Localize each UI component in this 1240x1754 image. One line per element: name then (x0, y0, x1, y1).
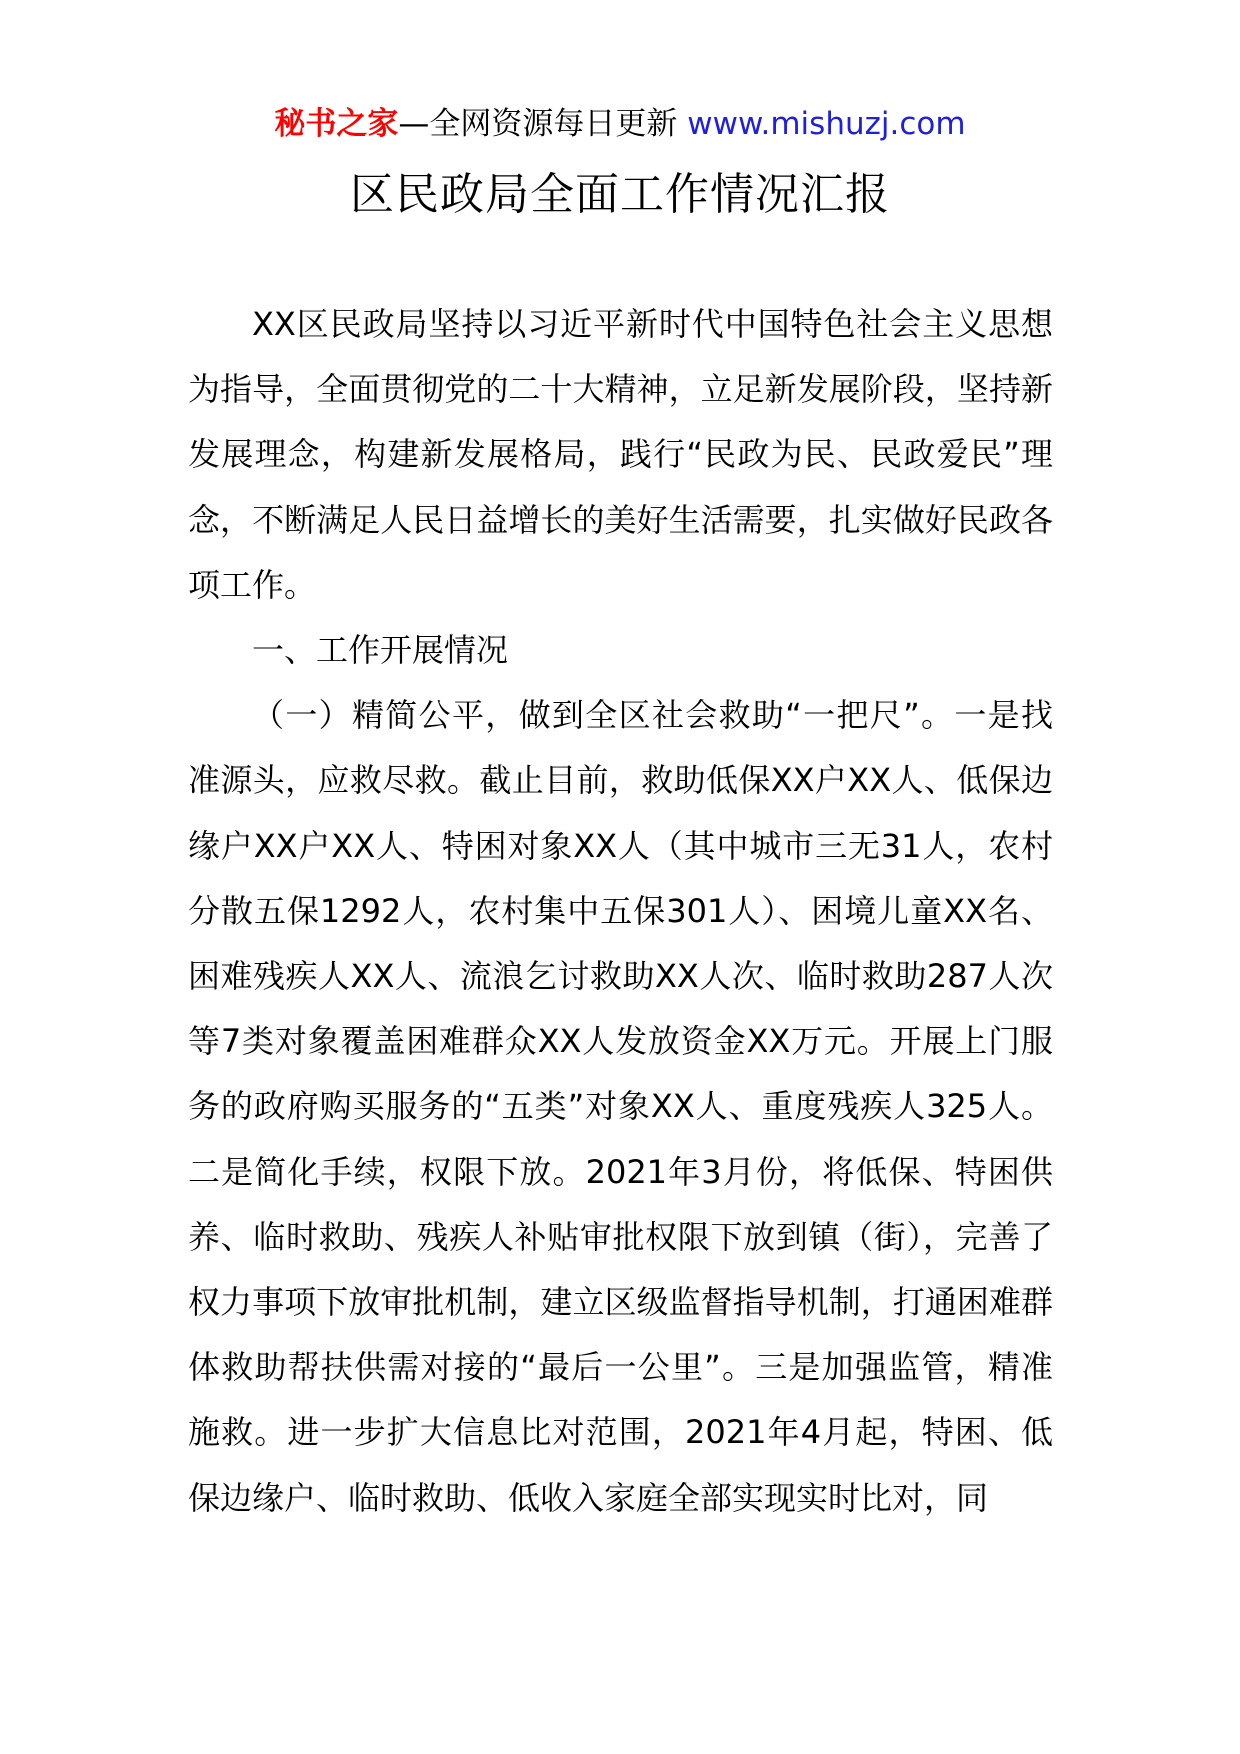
site-header (0, 98, 1240, 150)
intro-paragraph: XX区民政局坚持以习近平新时代中国特色社会主义思想为指导，全面贯彻党的二十大精神，立足新发展阶段，坚持新发展理念，构建新发展格局，践行“民政为民、民政爱民”理念，不断满足人民日益增长的美好生活需要，扎实做好民政各项工作。 (188, 305, 1053, 604)
document-body (188, 292, 1053, 1531)
site-brand: 秘书之家 (274, 106, 399, 142)
site-url-link[interactable]: www.mishuzj.com (687, 106, 966, 142)
section-heading: 一、工作开展情况 (252, 631, 509, 670)
document-title: 区民政局全面工作情况汇报 (350, 169, 890, 220)
site-slogan: —全网资源每日更新 (398, 106, 678, 142)
body-paragraph: （一）精简公平，做到全区社会救助“一把尺”。一是找准源头，应救尽救。截止目前，救助低保XX户XX人、低保边缘户XX户XX人、特困对象XX人（其中城市三无31人，农村分散五保1292人，农村集中五保301人）、困境儿童XX名、困难残疾人XX人、流浪乞讨救助XX人次、临时救助287人次等7类对象覆盖困难群众XX人发放资金XX万元。开展上门服务的政府购买服务的“五类”对象XX人、重度残疾人325人。二是简化手续，权限下放。2021年3月份，将低保、特困供养、临时救助、残疾人补贴审批权限下放到镇（街），完善了权力事项下放审批机制，建立区级监督指导机制，打通困难群体救助帮扶供需对接的“最后一公里”。三是加强监管，精准施救。进一步扩大信息比对范围，2021年4月起，特困、低保边缘户、临时救助、低收入家庭全部实现实时比对，同 (188, 696, 1053, 1517)
